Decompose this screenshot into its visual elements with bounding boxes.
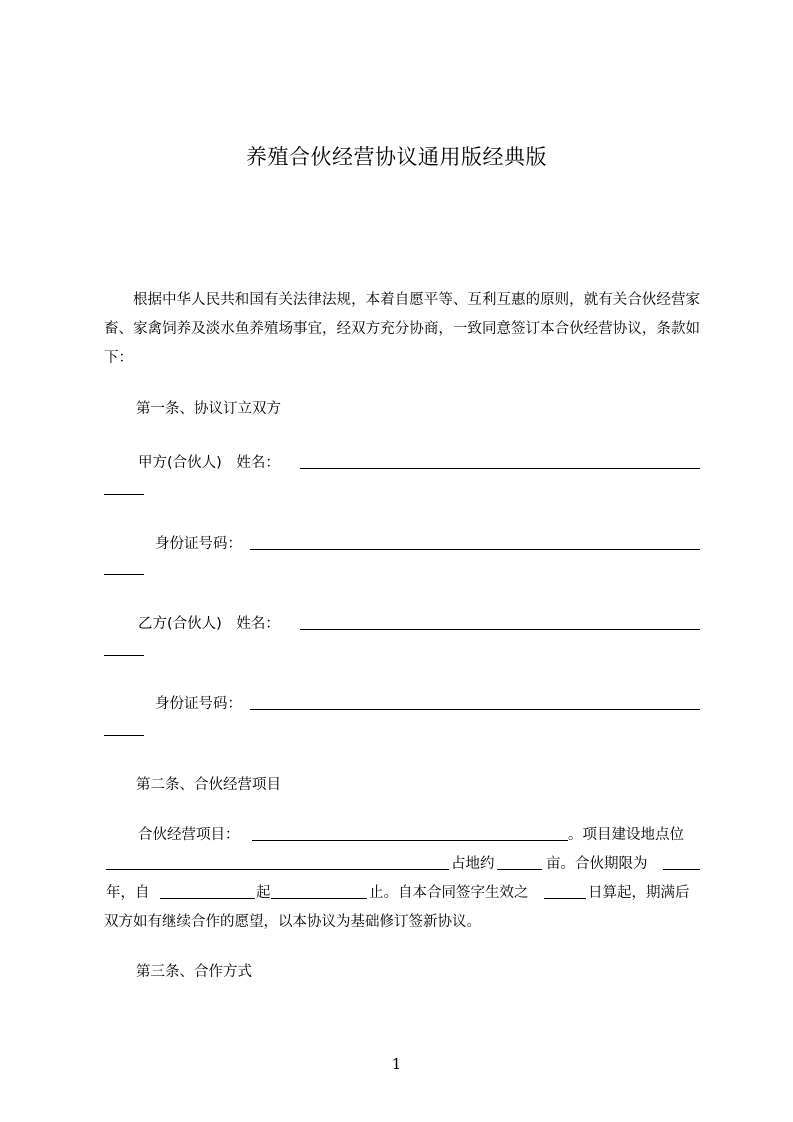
project-label: 合伙经营项目： bbox=[138, 827, 240, 843]
area-label: 占地约 bbox=[451, 856, 495, 872]
article-2-heading: 第二条、合伙经营项目 bbox=[136, 777, 281, 793]
year-label: 年，自 bbox=[106, 885, 150, 901]
party-b-id-label: 身份证号码： bbox=[155, 696, 242, 712]
project-blank[interactable] bbox=[252, 840, 568, 841]
term-blank[interactable] bbox=[663, 869, 700, 870]
effective-label: 止。自本合同签字生效之 bbox=[369, 885, 529, 901]
page-number: 1 bbox=[391, 1055, 402, 1073]
party-b-name-blank[interactable] bbox=[300, 629, 700, 630]
end-date-blank[interactable] bbox=[271, 898, 367, 899]
effective-day-blank[interactable] bbox=[544, 898, 586, 899]
expiry-label: 日算起，期满后 bbox=[588, 885, 690, 901]
party-b-id-blank-cont[interactable] bbox=[104, 735, 144, 736]
renewal-text: 双方如有继续合作的愿望，以本协议为基础修订签新协议。 bbox=[104, 914, 481, 930]
from-label: 起 bbox=[256, 885, 271, 901]
party-b-name-blank-cont[interactable] bbox=[104, 655, 144, 656]
document-title: 养殖合伙经营协议通用版经典版 bbox=[246, 145, 547, 169]
party-a-id-blank[interactable] bbox=[250, 549, 700, 550]
party-a-name-label: 甲方(合伙人) 姓名： bbox=[138, 455, 280, 471]
start-date-blank[interactable] bbox=[160, 898, 255, 899]
article-1-heading: 第一条、协议订立双方 bbox=[136, 401, 281, 417]
project-location-label: 。项目建设地点位 bbox=[568, 827, 684, 843]
party-a-name-blank-cont[interactable] bbox=[104, 494, 144, 495]
article-3-heading: 第三条、合作方式 bbox=[136, 964, 252, 980]
party-b-id-blank[interactable] bbox=[250, 709, 700, 710]
location-blank[interactable] bbox=[106, 869, 449, 870]
intro-paragraph: 根据中华人民共和国有关法律法规，本着自愿平等、互利互惠的原则，就有关合伙经营家畜、家禽饲养及淡水鱼养殖场事宜，经双方充分协商，一致同意签订本合伙经营协议，条款如下： bbox=[104, 292, 700, 366]
party-b-name-label: 乙方(合伙人) 姓名： bbox=[138, 616, 280, 632]
party-a-id-blank-cont[interactable] bbox=[104, 574, 144, 575]
area-blank[interactable] bbox=[497, 869, 542, 870]
term-label: 亩。合伙期限为 bbox=[546, 856, 648, 872]
party-a-id-label: 身份证号码： bbox=[155, 536, 242, 552]
party-a-name-blank[interactable] bbox=[300, 468, 700, 469]
